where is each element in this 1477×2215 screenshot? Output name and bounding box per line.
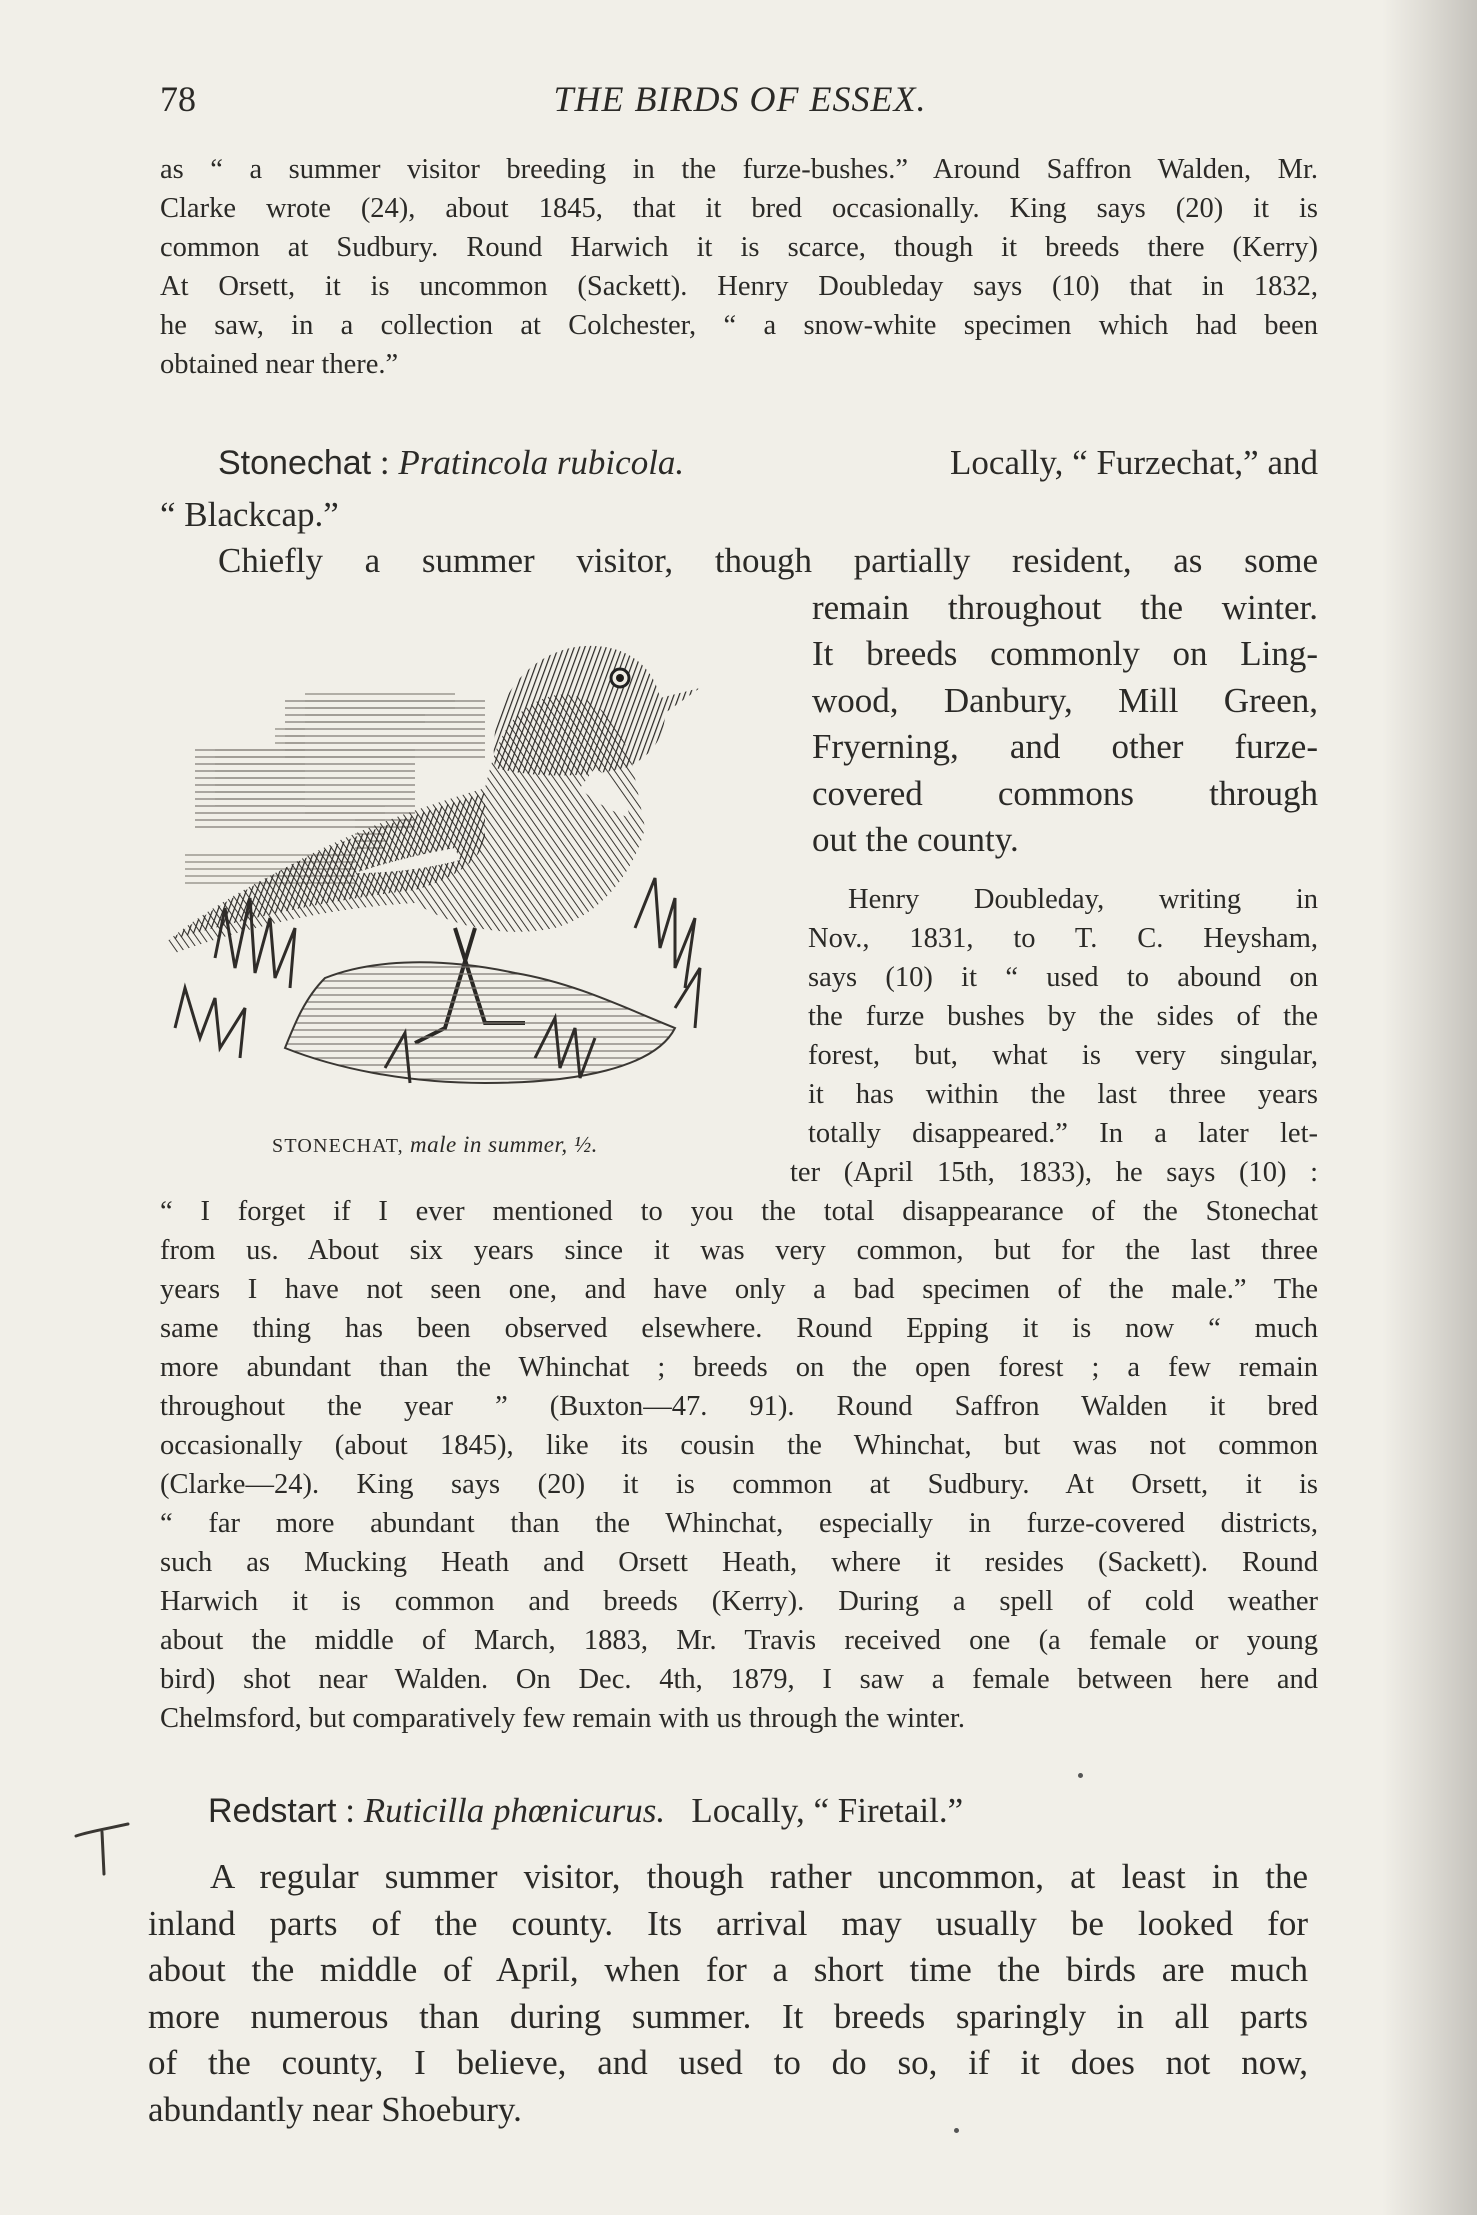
- para-line: A regular summer visitor, though rather uncommon, at least in the: [210, 1857, 1308, 1896]
- para-line: It breeds commonly on Ling-: [812, 634, 1318, 673]
- redstart-heading: [208, 1786, 1308, 1836]
- para-line: Chelmsford, but comparatively few remain with us through the winter.: [160, 1703, 965, 1734]
- species-name: Stonechat: [218, 444, 372, 482]
- print-speck: [954, 2128, 959, 2133]
- para-line: more numerous than during summer. It breeds sparingly in all parts: [148, 1997, 1308, 2036]
- para-line: about the middle of March, 1883, Mr. Travis received one (a female or young: [160, 1625, 1318, 1656]
- para-line: Harwich it is common and breeds (Kerry). During a spell of cold weather: [160, 1586, 1318, 1617]
- para-line: says (10) it “ used to abound on: [808, 962, 1318, 993]
- para-line: bird) shot near Walden. On Dec. 4th, 1879, I saw a female between here and: [160, 1664, 1318, 1695]
- local-names: Locally, “ Furzechat,” and: [950, 443, 1318, 482]
- margin-cross-mark: [66, 1806, 136, 1876]
- para-line: years I have not seen one, and have only a bad specimen of the male.” The: [160, 1274, 1318, 1305]
- para-line: such as Mucking Heath and Orsett Heath, where it resides (Sackett). Round: [160, 1547, 1318, 1578]
- para-line: (Clarke—24). King says (20) it is common at Sudbury. At Orsett, it is: [160, 1469, 1318, 1500]
- para-line: remain throughout the winter.: [812, 588, 1318, 627]
- para-line: of the county, I believe, and used to do so, if it does not now,: [148, 2043, 1308, 2082]
- intro-line: At Orsett, it is uncommon (Sackett). Henry Doubleday says (10) that in 1832,: [160, 271, 1318, 302]
- intro-line: he saw, in a collection at Colchester, “ a snow-white specimen which had been: [160, 310, 1318, 341]
- para-line: forest, but, what is very singular,: [808, 1040, 1318, 1071]
- para-line: totally disappeared.” In a later let-: [808, 1118, 1318, 1149]
- para-line: Henry Doubleday, writing in: [848, 884, 1318, 915]
- heading-separator: :: [336, 1791, 364, 1830]
- caption-detail: male in summer, ½.: [410, 1132, 598, 1157]
- intro-line: Clarke wrote (24), about 1845, that it bred occasionally. King says (20) it is: [160, 193, 1318, 224]
- para-line: more abundant than the Whinchat ; breeds on the open forest ; a few remain: [160, 1352, 1318, 1383]
- latin-name: Pratincola rubicola.: [398, 443, 685, 482]
- para-line: Chiefly a summer visitor, though partially resident, as some: [218, 541, 1318, 580]
- intro-line: obtained near there.”: [160, 349, 399, 380]
- heading-separator: :: [371, 443, 399, 482]
- page-edge-shadow: [1382, 0, 1477, 2215]
- stonechat-heading: [218, 438, 1318, 488]
- para-line: same thing has been observed elsewhere. Round Epping it is now “ much: [160, 1313, 1318, 1344]
- para-line: Fryerning, and other furze-: [812, 727, 1318, 766]
- print-speck: [1078, 1773, 1083, 1778]
- para-line: it has within the last three years: [808, 1079, 1318, 1110]
- para-line: wood, Danbury, Mill Green,: [812, 681, 1318, 720]
- para-line: throughout the year ” (Buxton—47. 91). Round Saffron Walden it bred: [160, 1391, 1318, 1422]
- para-line: “ far more abundant than the Whinchat, especially in furze-covered districts,: [160, 1508, 1318, 1539]
- stonechat-illustration: [155, 628, 795, 1118]
- para-line: covered commons through: [812, 774, 1318, 813]
- local-names-continued: “ Blackcap.”: [160, 495, 339, 534]
- page-number: 78: [160, 79, 196, 119]
- page-header: [160, 78, 1320, 126]
- intro-line: as “ a summer visitor breeding in the furze-bushes.” Around Saffron Walden, Mr.: [160, 154, 1318, 185]
- species-name: Redstart: [208, 1792, 337, 1830]
- para-line: “ I forget if I ever mentioned to you the total disappearance of the Stonechat: [160, 1196, 1318, 1227]
- para-line: about the middle of April, when for a short time the birds are much: [148, 1950, 1308, 1989]
- para-line: ter (April 15th, 1833), he says (10) :: [790, 1157, 1318, 1188]
- para-line: the furze bushes by the sides of the: [808, 1001, 1318, 1032]
- para-line: from us. About six years since it was very common, but for the last three: [160, 1235, 1318, 1266]
- latin-name: Ruticilla phœnicurus.: [363, 1791, 666, 1830]
- para-line: inland parts of the county. Its arrival may usually be looked for: [148, 1904, 1308, 1943]
- para-line: abundantly near Shoebury.: [148, 2090, 522, 2129]
- caption-label: STONECHAT,: [272, 1135, 411, 1157]
- illustration-caption: [272, 1132, 692, 1158]
- local-names: Locally, “ Firetail.”: [691, 1791, 964, 1830]
- intro-line: common at Sudbury. Round Harwich it is scarce, though it breeds there (Kerry): [160, 232, 1318, 263]
- running-head: THE BIRDS OF ESSEX.: [553, 79, 927, 119]
- para-line: out the county.: [812, 820, 1019, 859]
- para-line: Nov., 1831, to T. C. Heysham,: [808, 923, 1318, 954]
- para-line: occasionally (about 1845), like its cousin the Whinchat, but was not common: [160, 1430, 1318, 1461]
